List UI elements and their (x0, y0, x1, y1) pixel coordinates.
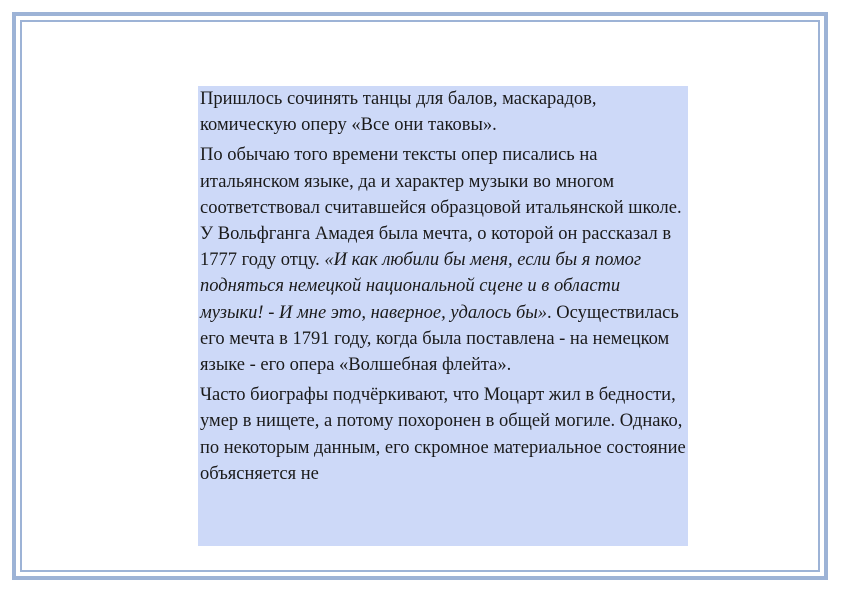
paragraph-3: Часто биографы подчёркивают, что Моцарт жил в бедности, умер в нищете, а потому похоронен в общей могиле. Однако, по некоторым данным, его скромное материальное состояние объясняется не (200, 385, 686, 484)
text-box (198, 86, 688, 546)
paragraph-2-intro: По обычаю того времени тексты опер писались на итальянском языке, да и характер музыки во многом соответствовал считавшейся образцовой итальянской школе. У Вольфганга Амадея была мечта, о которой он рассказал в 1777 году отцу. (200, 145, 682, 271)
paragraph-1: Пришлось сочинять танцы для балов, маскарадов, комическую оперу «Все они таковы». (200, 89, 597, 136)
paragraph-2 (198, 142, 688, 378)
mozart-quote: «И как любили бы меня, если бы я помог подняться немецкой национальной сцене и в области музыки! - И мне это, наверное, удалось бы» (200, 250, 642, 323)
paragraph-2-outro: . Осуществилась его мечта в 1791 году, когда была поставлена - на немецком языке - его опера «Волшебная флейта». (200, 302, 679, 376)
